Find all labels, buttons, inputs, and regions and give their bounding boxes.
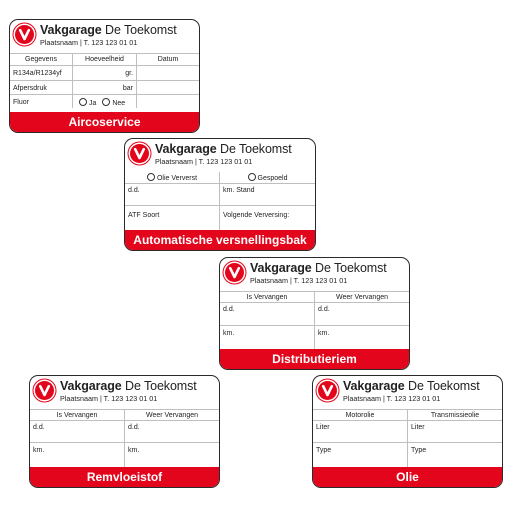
- checkbox-gespoeld: Gespoeld: [219, 172, 315, 183]
- option-ja: Ja: [89, 100, 97, 107]
- brand-name: Vakgarage De Toekomst: [250, 261, 387, 275]
- column-header: Gegevens: [25, 56, 57, 63]
- field-label: d.d.: [124, 421, 219, 442]
- option-nee: Nee: [112, 100, 126, 107]
- label-distributieriem: [219, 257, 410, 370]
- label-olie: [312, 375, 503, 488]
- field-label: Liter: [316, 424, 330, 431]
- brand-subline: Plaatsnaam | T. 123 123 01 01: [343, 394, 441, 403]
- date-field: [136, 95, 199, 108]
- column-header: Datum: [136, 54, 199, 65]
- label-remvloeistof: [29, 375, 220, 488]
- label-header: [125, 139, 315, 171]
- label-automatische-versnellingsbak: [124, 138, 316, 251]
- label-header: [30, 376, 219, 408]
- brand-subline: Plaatsnaam | T. 123 123 01 01: [40, 38, 138, 47]
- field-label: km. Stand: [219, 184, 315, 205]
- v-checkmark-icon: [130, 144, 149, 163]
- brand-name: Vakgarage De Toekomst: [343, 379, 480, 393]
- distributie-table: [220, 291, 409, 349]
- date-field: [136, 81, 199, 94]
- label-title: Remvloeistof: [30, 467, 219, 487]
- airco-table: [10, 53, 199, 108]
- column-header: Motorolie: [345, 412, 375, 419]
- column-header: Hoeveelheid: [72, 54, 136, 65]
- radio-circle-icon: [147, 173, 155, 181]
- v-checkmark-icon: [15, 25, 34, 44]
- field-label: d.d.: [128, 187, 140, 194]
- field-label: Fluor: [13, 99, 29, 106]
- label-title: Automatische versnellingsbak: [125, 230, 315, 250]
- fluor-options: [72, 95, 136, 108]
- brand-name: Vakgarage De Toekomst: [60, 379, 197, 393]
- unit-label: bar: [72, 81, 136, 94]
- label-header: [313, 376, 502, 408]
- field-label: Liter: [407, 421, 502, 442]
- field-label: Volgende Verversing:: [219, 206, 315, 231]
- column-header: Weer Vervangen: [124, 410, 219, 420]
- brand-name: Vakgarage De Toekomst: [40, 23, 177, 37]
- field-label: km.: [124, 443, 219, 467]
- brand-name: Vakgarage De Toekomst: [155, 142, 292, 156]
- label-header: [220, 258, 409, 290]
- field-label: Afpersdruk: [13, 85, 47, 92]
- column-header: Is Vervangen: [246, 294, 288, 301]
- label-title: Aircoservice: [10, 112, 199, 132]
- radio-circle-icon: [248, 173, 256, 181]
- field-label: km.: [33, 447, 45, 454]
- checkbox-olie-ververst: Olie Ververst: [125, 172, 219, 183]
- column-header: Is Vervangen: [56, 412, 98, 419]
- v-checkmark-icon: [318, 381, 337, 400]
- brand-subline: Plaatsnaam | T. 123 123 01 01: [60, 394, 158, 403]
- brand-subline: Plaatsnaam | T. 123 123 01 01: [250, 276, 348, 285]
- column-header: Transmissieolie: [407, 410, 502, 420]
- field-label: km.: [314, 326, 409, 349]
- field-label: R134a/R1234yf: [13, 70, 62, 77]
- field-label: Type: [407, 443, 502, 467]
- field-label: d.d.: [33, 424, 45, 431]
- label-header: [10, 20, 199, 52]
- v-checkmark-icon: [225, 263, 244, 282]
- remvloeistof-table: [30, 409, 219, 467]
- brand-subline: Plaatsnaam | T. 123 123 01 01: [155, 157, 253, 166]
- column-header: Weer Vervangen: [314, 292, 409, 302]
- auto-table: [125, 172, 315, 231]
- field-label: ATF Soort: [128, 212, 160, 219]
- field-label: km.: [223, 330, 235, 337]
- field-label: Type: [316, 447, 332, 454]
- radio-circle-icon: [79, 98, 87, 106]
- label-aircoservice: [9, 19, 200, 133]
- field-label: d.d.: [223, 306, 235, 313]
- label-title: Distributieriem: [220, 349, 409, 369]
- unit-label: gr.: [72, 66, 136, 80]
- radio-circle-icon: [102, 98, 110, 106]
- olie-table: [313, 409, 502, 467]
- v-checkmark-icon: [35, 381, 54, 400]
- label-title: Olie: [313, 467, 502, 487]
- field-label: d.d.: [314, 303, 409, 325]
- date-field: [136, 66, 199, 80]
